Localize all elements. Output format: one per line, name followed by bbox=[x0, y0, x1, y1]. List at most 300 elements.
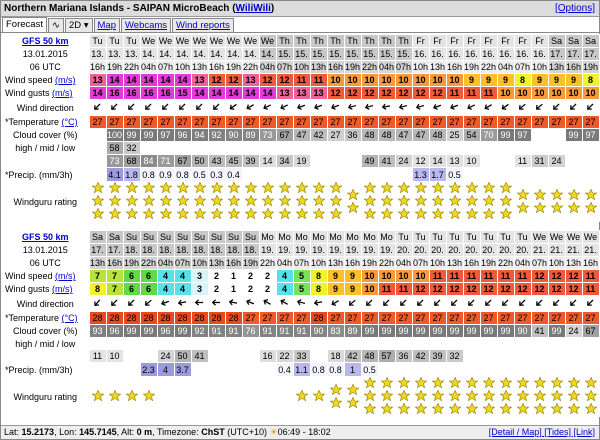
date-cell: 14. bbox=[191, 48, 208, 61]
temperature-cell: 27 bbox=[446, 116, 463, 129]
star-icon bbox=[432, 208, 444, 219]
hour-cell: 04h bbox=[514, 258, 531, 268]
rating-cell bbox=[310, 182, 327, 222]
hour-cell: 10h bbox=[412, 62, 429, 72]
cloud-cell: 94 bbox=[191, 129, 208, 142]
temperature-cell: 27 bbox=[395, 116, 412, 129]
cloud-cell: 99 bbox=[140, 129, 157, 142]
wind-gusts-cell: 10 bbox=[514, 87, 531, 100]
precip-cell bbox=[463, 363, 480, 377]
date-cell: 13. bbox=[106, 48, 123, 61]
star-icon bbox=[415, 390, 427, 401]
cloud-cell: 48 bbox=[429, 129, 446, 142]
hour-cell: 16h bbox=[463, 258, 480, 268]
status-bar: Lat: 15.2173, Lon: 145.7145, Alt: 0 m, Timezone: ChST (UTC+10) ☀06:49 - 18:02 [Detail / Map] [Tides] [Link] bbox=[1, 425, 599, 439]
wind-arrow-icon bbox=[91, 100, 104, 113]
rating-cell bbox=[174, 182, 191, 222]
precip-cell: 0.4 bbox=[225, 168, 242, 182]
wind-direction-cell bbox=[429, 100, 446, 116]
date-cell: 18. bbox=[123, 244, 140, 257]
wind-gusts-cell: 12 bbox=[361, 87, 378, 100]
date-cell: 14. bbox=[259, 48, 276, 61]
wind-direction-cell bbox=[531, 100, 548, 116]
wind-speed-cell: 2 bbox=[259, 270, 276, 283]
star-icon bbox=[415, 195, 427, 206]
wind-speed-cell: 11 bbox=[446, 270, 463, 283]
temperature-cell: 28 bbox=[106, 312, 123, 325]
hour-cell: 19h bbox=[106, 62, 123, 72]
wind-speed-cell: 14 bbox=[157, 74, 174, 87]
temperature-cell: 27 bbox=[548, 312, 565, 325]
speed-units-link[interactable]: (m/s) bbox=[55, 75, 76, 85]
wind-gusts-cell: 12 bbox=[412, 87, 429, 100]
rating-cell bbox=[293, 182, 310, 222]
cloud-cell bbox=[310, 155, 327, 168]
temperature-cell: 28 bbox=[157, 312, 174, 325]
wind-gusts-cell: 2 bbox=[259, 283, 276, 296]
temperature-cell: 27 bbox=[531, 116, 548, 129]
cloud-cell: 41 bbox=[378, 155, 395, 168]
star-icon bbox=[126, 390, 138, 401]
star-icon bbox=[194, 208, 206, 219]
cloud-cell: 67 bbox=[174, 155, 191, 168]
wind-arrow-icon bbox=[550, 100, 563, 113]
wind-direction-cell bbox=[89, 100, 106, 116]
wind-arrow-icon bbox=[125, 100, 138, 113]
rating-cell bbox=[208, 377, 225, 417]
star-icon bbox=[143, 195, 155, 206]
wind-direction-cell bbox=[480, 296, 497, 312]
wind-gusts-cell: 5 bbox=[293, 283, 310, 296]
temp-units-link[interactable]: (°C) bbox=[61, 117, 78, 127]
cloud-cell: 57 bbox=[378, 350, 395, 363]
hour-cell: 22h bbox=[123, 62, 140, 72]
cloud-cell: 91 bbox=[225, 325, 242, 338]
wind-speed-cell: 9 bbox=[497, 74, 514, 87]
precip-cell: 0.3 bbox=[208, 168, 225, 182]
star-icon bbox=[500, 390, 512, 401]
cloud-cell bbox=[531, 350, 548, 363]
rating-cell bbox=[582, 182, 599, 222]
day-cell: Sa bbox=[89, 231, 106, 244]
cloud-cell: 68 bbox=[123, 155, 140, 168]
tab-0[interactable]: Forecast bbox=[2, 17, 47, 32]
day-cell: Fr bbox=[497, 35, 514, 48]
star-icon bbox=[415, 403, 427, 414]
wind-arrow-icon bbox=[397, 296, 410, 309]
wind-speed-cell: 10 bbox=[378, 74, 395, 87]
date-cell: 15. bbox=[361, 48, 378, 61]
date-cell: 20. bbox=[480, 244, 497, 257]
wind-arrow-icon bbox=[278, 296, 290, 308]
wind-direction-cell bbox=[395, 100, 412, 116]
wind-gusts-cell: 11 bbox=[378, 283, 395, 296]
temperature-cell: 27 bbox=[429, 312, 446, 325]
cloud-cell bbox=[225, 142, 242, 155]
wind-direction-cell bbox=[89, 296, 106, 312]
rating-cell bbox=[395, 377, 412, 417]
rating-cell bbox=[242, 377, 259, 417]
date-cell: 14. bbox=[208, 48, 225, 61]
precip-cell bbox=[395, 168, 412, 182]
day-cell: Su bbox=[208, 231, 225, 244]
star-icon bbox=[143, 390, 155, 401]
rating-cell bbox=[123, 182, 140, 222]
hour-cell: 16h bbox=[89, 62, 106, 72]
day-cell: We bbox=[566, 232, 581, 242]
date-cell: 15. bbox=[276, 48, 293, 61]
cloud-cell bbox=[361, 142, 378, 155]
wind-speed-cell: 11 bbox=[582, 270, 599, 283]
star-icon bbox=[109, 390, 121, 401]
star-icon bbox=[143, 182, 155, 193]
precip-cell bbox=[293, 168, 310, 182]
row-label: high / mid / low bbox=[2, 338, 89, 350]
wind-speed-label: Wind speed bbox=[5, 75, 53, 85]
star-icon bbox=[517, 390, 529, 401]
date-cell: 18. bbox=[157, 244, 174, 257]
day-cell: Tu bbox=[514, 231, 531, 244]
wind-arrow-icon bbox=[364, 100, 375, 111]
spot-link[interactable]: WiliWili bbox=[235, 3, 271, 14]
precip-cell bbox=[395, 363, 412, 377]
temperature-cell: 28 bbox=[89, 312, 106, 325]
wind-direction-cell bbox=[378, 100, 395, 116]
cloud-cell: 32 bbox=[123, 142, 140, 155]
star-icon bbox=[483, 377, 495, 388]
wind-direction-cell bbox=[242, 100, 259, 116]
wind-speed-cell: 14 bbox=[123, 74, 140, 87]
cloud-cell bbox=[463, 350, 480, 363]
cloud-cloud_high-row bbox=[2, 325, 599, 338]
cloud-cell bbox=[310, 142, 327, 155]
precip-cell bbox=[259, 168, 276, 182]
wind-speed-cell: 13 bbox=[89, 74, 106, 87]
date-cell: 19. bbox=[276, 244, 293, 257]
row-label: 06 UTC bbox=[2, 61, 89, 74]
date-cell: 15. bbox=[310, 48, 327, 61]
wind-arrow-icon bbox=[228, 297, 238, 307]
cloud-cell: 36 bbox=[344, 129, 361, 142]
tab-4[interactable]: Webcams bbox=[121, 18, 171, 32]
wind-speed-cell: 9 bbox=[548, 74, 565, 87]
cloud-cloud_low-row bbox=[2, 155, 599, 168]
wind-gusts-cell: 12 bbox=[395, 87, 412, 100]
wind-gusts-cell: 15 bbox=[174, 87, 191, 100]
cloud-cell: 42 bbox=[344, 350, 361, 363]
day-cell: We bbox=[175, 36, 190, 46]
rating-cell bbox=[276, 182, 293, 222]
cloud-cloud_high-row bbox=[2, 129, 599, 142]
wind-direction-cell bbox=[327, 100, 344, 116]
precip-cell: 0.8 bbox=[174, 168, 191, 182]
day-cell: Sa bbox=[565, 35, 582, 48]
temperature-cell: 27 bbox=[446, 312, 463, 325]
star-icon bbox=[517, 202, 529, 213]
date-cell: 20. bbox=[497, 244, 514, 257]
date-cell: 20. bbox=[412, 244, 429, 257]
star-icon bbox=[483, 390, 495, 401]
date-cell: 21. bbox=[531, 244, 548, 257]
temperature-cell: 27 bbox=[429, 116, 446, 129]
precip-cell: 0.4 bbox=[276, 363, 293, 377]
day-cell: We bbox=[141, 36, 156, 46]
cloud-cell: 71 bbox=[157, 155, 174, 168]
cloud-cell bbox=[310, 338, 327, 350]
cloud-cell: 91 bbox=[293, 325, 310, 338]
star-icon bbox=[364, 377, 376, 388]
date-cell: 21. bbox=[582, 244, 599, 257]
star-icon bbox=[466, 377, 478, 388]
date-cell: 20. bbox=[514, 244, 531, 257]
temperature-cell: 27 bbox=[242, 312, 259, 325]
rating-cell bbox=[463, 377, 480, 417]
star-icon bbox=[296, 390, 308, 401]
day-cell: Th bbox=[310, 35, 327, 48]
wind-speed-cell: 4 bbox=[276, 270, 293, 283]
wind-speed-cell: 10 bbox=[412, 270, 429, 283]
day-cell: Su bbox=[123, 231, 140, 244]
options-link[interactable]: [Options] bbox=[554, 3, 595, 14]
date-cell: 19. bbox=[378, 244, 395, 257]
wind-arrow-icon bbox=[516, 100, 529, 113]
hour-cell: 13h bbox=[208, 258, 225, 268]
row-label: 06 UTC bbox=[2, 257, 89, 270]
wind-gusts-cell: 14 bbox=[208, 87, 225, 100]
cloud-cell bbox=[514, 338, 531, 350]
cloud-cell: 92 bbox=[191, 325, 208, 338]
precip-cell bbox=[582, 168, 599, 182]
gusts-units-link[interactable]: (m/s) bbox=[52, 284, 73, 294]
wind-gusts-cell: 9 bbox=[344, 283, 361, 296]
wind-speed-cell: 3 bbox=[191, 270, 208, 283]
star-icon bbox=[398, 403, 410, 414]
star-icon bbox=[398, 208, 410, 219]
cloud-cell: 70 bbox=[480, 129, 497, 142]
gusts-units-link[interactable]: (m/s) bbox=[52, 88, 73, 98]
row-label: Windguru rating bbox=[2, 377, 89, 417]
cloud-cell: 13 bbox=[446, 155, 463, 168]
tab-1[interactable]: ∿ bbox=[48, 18, 64, 32]
cloud-cell bbox=[225, 338, 242, 350]
day-cell: Tu bbox=[480, 231, 497, 244]
wind-direction-cell bbox=[276, 296, 293, 312]
temperature-cell: 27 bbox=[548, 116, 565, 129]
wind-direction-cell bbox=[429, 296, 446, 312]
model-link[interactable]: GFS 50 km bbox=[21, 36, 69, 46]
precip-cell bbox=[344, 168, 361, 182]
location-title: Northern Mariana Islands - SAIPAN MicroBeach bbox=[4, 3, 230, 14]
cloud-cell: 10 bbox=[463, 155, 480, 168]
wind-speed-cell: 10 bbox=[327, 74, 344, 87]
star-icon bbox=[517, 189, 529, 200]
wind-direction-cell bbox=[565, 100, 582, 116]
rating-cell bbox=[106, 377, 123, 417]
star-icon bbox=[432, 182, 444, 193]
temperature-cell: 27 bbox=[582, 116, 599, 129]
temperature-cell: 27 bbox=[276, 312, 293, 325]
wind-direction-cell bbox=[225, 100, 242, 116]
temperature-cell: 28 bbox=[310, 312, 327, 325]
star-icon bbox=[449, 390, 461, 401]
wind-gusts-cell: 12 bbox=[429, 87, 446, 100]
row-label: 13.01.2015 bbox=[2, 48, 89, 61]
cloud-cell bbox=[140, 338, 157, 350]
precip-cell bbox=[582, 363, 599, 377]
hour-cell: 16h bbox=[582, 258, 599, 268]
cloud-cell bbox=[276, 142, 293, 155]
day-cell: We bbox=[243, 36, 258, 46]
day-cell: Tu bbox=[429, 231, 446, 244]
row-label: Cloud cover (%) bbox=[2, 129, 89, 142]
wind-gusts-cell: 12 bbox=[412, 283, 429, 296]
day-row bbox=[2, 35, 599, 48]
precip-cell bbox=[429, 363, 446, 377]
rating-cell bbox=[531, 377, 548, 417]
hour-cell: 16h bbox=[225, 258, 242, 268]
cloud-cell: 99 bbox=[123, 325, 140, 338]
day-cell: We bbox=[532, 232, 547, 242]
cloud-cell: 90 bbox=[514, 325, 531, 338]
wind-arrow-icon bbox=[584, 100, 597, 113]
star-icon bbox=[483, 403, 495, 414]
date-cell: 13. bbox=[89, 48, 106, 61]
rating-cell bbox=[480, 377, 497, 417]
wind-gusts-cell: 3 bbox=[191, 283, 208, 296]
footer-links[interactable]: [Detail / Map] [Tides] [Link] bbox=[488, 427, 595, 437]
hour-cell: 04h bbox=[157, 258, 174, 268]
hour-cell: 10h bbox=[310, 258, 327, 268]
wind-direction-row bbox=[2, 100, 599, 116]
star-icon bbox=[398, 195, 410, 206]
cloud-cell: 84 bbox=[140, 155, 157, 168]
star-icon bbox=[313, 195, 325, 206]
cloud-cell bbox=[480, 155, 497, 168]
wind-direction-cell bbox=[582, 296, 599, 312]
model-link[interactable]: GFS 50 km bbox=[21, 232, 69, 242]
wind-speed-cell: 9 bbox=[480, 74, 497, 87]
wind-direction-cell bbox=[548, 296, 565, 312]
tab-3[interactable]: Map bbox=[94, 18, 120, 32]
wind-arrow-icon bbox=[195, 298, 204, 307]
cloud-cell bbox=[225, 350, 242, 363]
cloud-cell bbox=[106, 338, 123, 350]
row-label: *Precip. (mm/3h) bbox=[2, 363, 89, 377]
cloud-cell: 99 bbox=[361, 325, 378, 338]
cloud-cell: 99 bbox=[480, 325, 497, 338]
precip-cell bbox=[225, 363, 242, 377]
cloud-cell: 45 bbox=[225, 155, 242, 168]
wind-direction-cell bbox=[123, 100, 140, 116]
rating-cell bbox=[89, 377, 106, 417]
wind-direction-cell bbox=[225, 296, 242, 312]
cloud-cell: 90 bbox=[310, 325, 327, 338]
tab-5[interactable]: Wind reports bbox=[172, 18, 234, 32]
star-icon bbox=[534, 189, 546, 200]
day-cell: Fr bbox=[480, 35, 497, 48]
rating-cell bbox=[497, 182, 514, 222]
cloud-cell: 96 bbox=[174, 129, 191, 142]
wind-arrow-icon bbox=[313, 297, 323, 307]
wind-speed-cell: 10 bbox=[361, 74, 378, 87]
cloud-cell bbox=[429, 142, 446, 155]
wind-arrow-icon bbox=[245, 296, 257, 308]
date-cell: 20. bbox=[446, 244, 463, 257]
date-cell: 21. bbox=[565, 244, 582, 257]
date-cell: 21. bbox=[548, 244, 565, 257]
temperature-cell: 28 bbox=[123, 312, 140, 325]
hour-cell: 19h bbox=[344, 62, 361, 72]
sun-icon: ☀ bbox=[269, 427, 278, 437]
wind-gusts-cell: 7 bbox=[106, 283, 123, 296]
wind-arrow-icon bbox=[330, 100, 342, 112]
date-cell: 19. bbox=[259, 244, 276, 257]
star-icon bbox=[330, 208, 342, 219]
hour-cell: 04h bbox=[259, 62, 276, 72]
star-icon bbox=[517, 377, 529, 388]
wind-direction-cell bbox=[344, 100, 361, 116]
hour-cell: 16h bbox=[327, 62, 344, 72]
cloud-cell: 50 bbox=[191, 155, 208, 168]
hour-cell: 16h bbox=[208, 62, 225, 72]
day-cell: Su bbox=[225, 231, 242, 244]
cloud-cloud_mid-row bbox=[2, 338, 599, 350]
wind-speed-cell: 2 bbox=[208, 270, 225, 283]
star-icon bbox=[534, 377, 546, 388]
star-icon bbox=[211, 208, 223, 219]
wind-speed-cell: 11 bbox=[463, 270, 480, 283]
wind-arrow-icon bbox=[193, 100, 206, 113]
rating-cell bbox=[480, 182, 497, 222]
wind-speed-cell: 12 bbox=[259, 74, 276, 87]
hour-cell: 22h bbox=[361, 62, 378, 72]
date-cell: 19. bbox=[293, 244, 310, 257]
temp-units-link[interactable]: (°C) bbox=[61, 313, 78, 323]
cloud-cell bbox=[174, 338, 191, 350]
star-icon bbox=[126, 208, 138, 219]
hour-row bbox=[2, 257, 599, 270]
wind-arrow-icon bbox=[380, 296, 393, 309]
wind-arrow-icon bbox=[262, 100, 274, 112]
day-cell: Mo bbox=[344, 231, 361, 244]
cloud-cell: 73 bbox=[106, 155, 123, 168]
cloud-cell bbox=[429, 338, 446, 350]
day-cell: We bbox=[549, 232, 564, 242]
wind-gusts-cell: 14 bbox=[259, 87, 276, 100]
wind-speed-cell: 11 bbox=[480, 270, 497, 283]
speed-units-link[interactable]: (m/s) bbox=[55, 271, 76, 281]
wind-speed-cell: 12 bbox=[276, 74, 293, 87]
cloud-cell bbox=[123, 350, 140, 363]
wind-direction-row bbox=[2, 296, 599, 312]
star-icon bbox=[160, 208, 172, 219]
star-icon bbox=[466, 195, 478, 206]
wind-gusts-cell: 10 bbox=[361, 283, 378, 296]
star-icon bbox=[585, 377, 597, 388]
cloud-cell: 99 bbox=[174, 325, 191, 338]
wind-direction-cell bbox=[208, 296, 225, 312]
cloud-cell bbox=[140, 350, 157, 363]
star-icon bbox=[245, 182, 257, 193]
cloud-cell: 48 bbox=[361, 350, 378, 363]
temperature-cell: 27 bbox=[378, 116, 395, 129]
cloud-cell: 36 bbox=[395, 350, 412, 363]
tab-2[interactable]: 2D ▾ bbox=[65, 18, 93, 32]
wind-arrow-icon bbox=[142, 296, 155, 309]
temperature-row bbox=[2, 116, 599, 129]
star-icon bbox=[364, 208, 376, 219]
star-icon bbox=[466, 403, 478, 414]
